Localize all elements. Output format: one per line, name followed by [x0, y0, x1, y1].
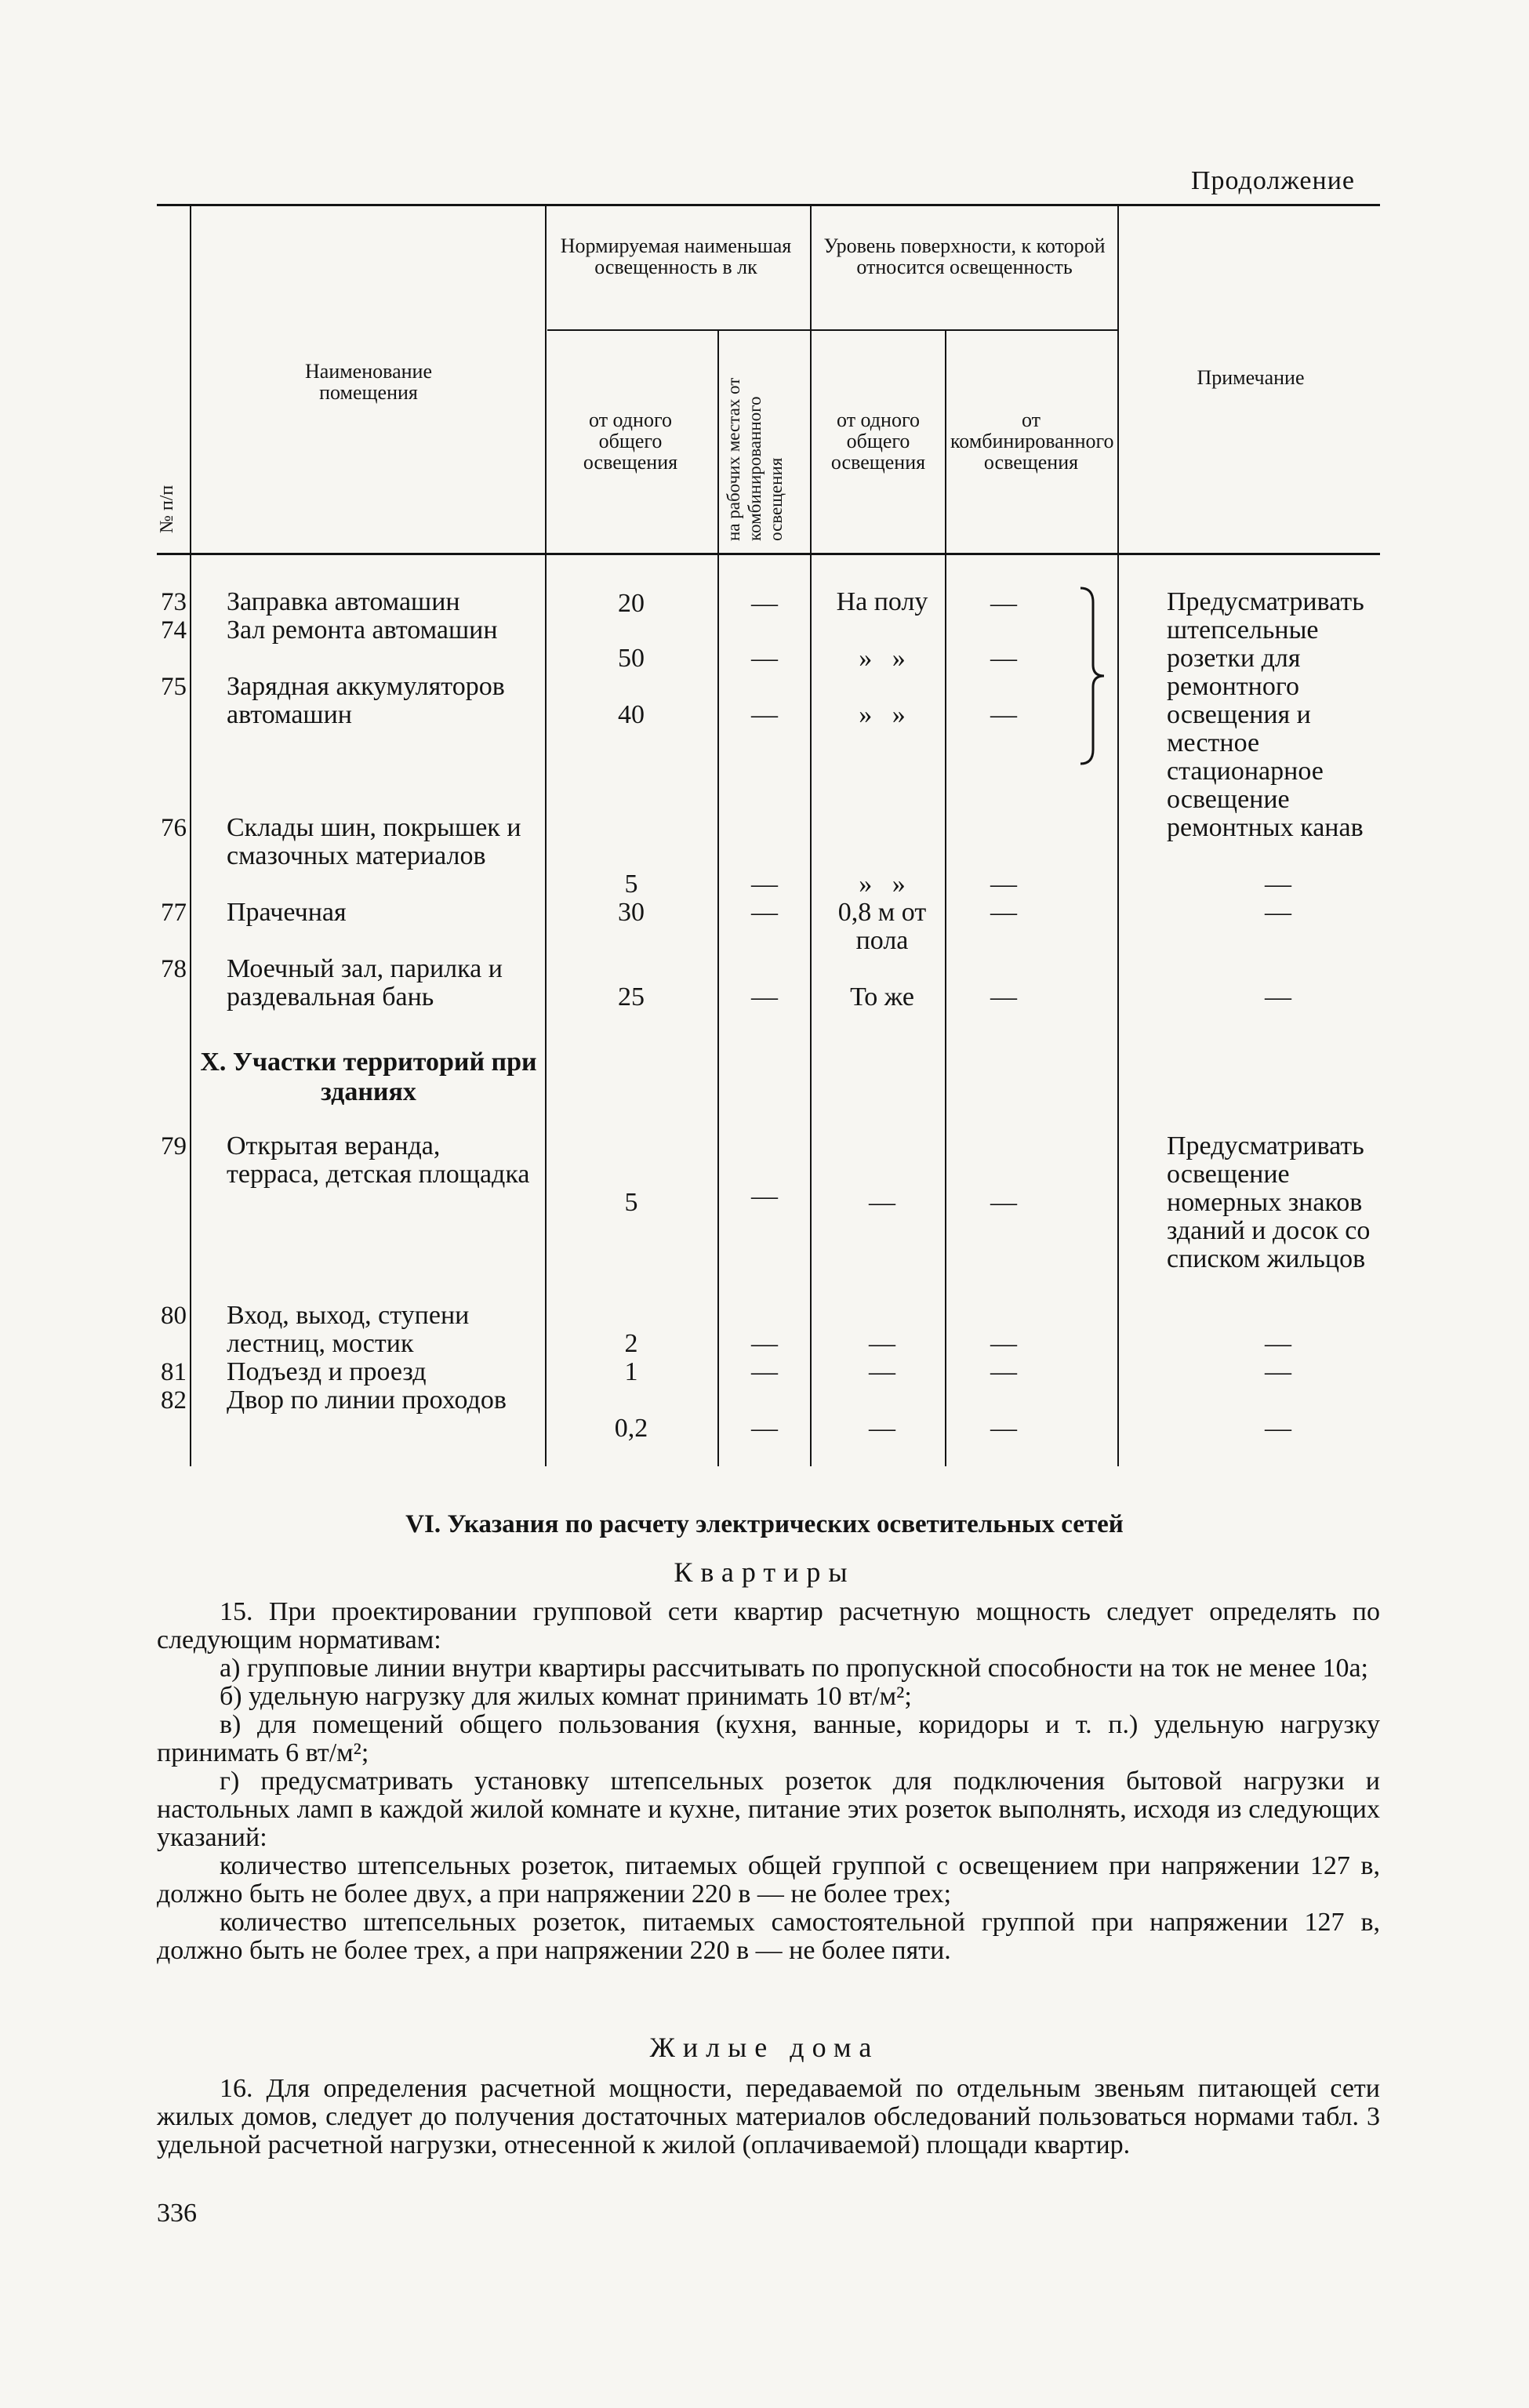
row-note: —	[1265, 1414, 1291, 1443]
row-level-combined: —	[990, 589, 1017, 618]
paragraph: 16. Для определения расчетной мощности, передаваемой по отдельным звеньям питающей сети жилых домов, следует до получения достаточных материалов обследований пользоваться нормами табл. 3 удельной расчетной нагрузки, отнесенной к жилой (оплачиваемой) площади квартир.	[157, 2074, 1380, 2159]
col-header-level-group: Уровень поверхности, к которой относится освещенность	[823, 234, 1106, 278]
row-level-general: 0,8 м от пола	[837, 898, 927, 955]
paragraph: количество штепсельных розеток, питаемых самостоятельной группой при напряжении 127 в, должно быть не более трех, а при напряжении 220 в — не более пяти.	[157, 1908, 1380, 1965]
paragraph: а) групповые линии внутри квартиры рассчитывать по пропускной способности на ток не менее 10а;	[220, 1654, 1369, 1683]
row-lux: 20	[618, 589, 645, 618]
row-lux: 5	[624, 1188, 638, 1217]
row-number: 81	[161, 1358, 187, 1386]
row-note: —	[1265, 1329, 1291, 1358]
row-lux: 2	[624, 1329, 638, 1358]
row-number: 73	[161, 588, 187, 616]
col-header-name: Наименование помещения	[305, 360, 432, 404]
row-number: 76	[161, 814, 187, 842]
apartment-rules	[157, 1598, 1380, 1965]
houses-rules	[157, 2075, 1380, 2159]
row-lux: 5	[624, 870, 638, 899]
row-level-general: » »	[859, 644, 906, 673]
row-name: Заправка автомашин	[227, 587, 460, 616]
row-level-combined: —	[990, 644, 1017, 673]
row-level-general: —	[869, 1188, 895, 1217]
row-name: Моечный зал, парилка и раздевальная бань	[227, 954, 503, 1012]
row-name: Зарядная аккумуляторов автомашин	[227, 672, 505, 729]
subheading-apartments: Квартиры	[674, 1556, 855, 1588]
row-number: 79	[161, 1132, 187, 1160]
row-level-general: —	[869, 1329, 895, 1358]
row-level-general: На полу	[836, 587, 928, 616]
row-workplace: —	[751, 982, 778, 1012]
row-lux: 0,2	[614, 1414, 648, 1443]
row-name: Подъезд и проезд	[227, 1357, 427, 1386]
page-number: 336	[157, 2199, 197, 2228]
brace-icon	[1079, 587, 1110, 765]
row-note: —	[1265, 870, 1291, 899]
col-rule-2	[545, 204, 547, 1466]
row-name: Склады шин, покрышек и смазочных материалов	[227, 813, 521, 870]
paragraph: в) для помещений общего пользования (кухня, ванные, коридоры и т. п.) удельную нагрузку принимать 6 вт/м²;	[157, 1710, 1380, 1767]
row-level-general: —	[869, 1357, 895, 1386]
row-number: 80	[161, 1302, 187, 1330]
col-header-norm-group: Нормируемая наименьшая освещенность в лк	[560, 234, 792, 278]
row-number: 82	[161, 1386, 187, 1415]
row-workplace: —	[751, 1414, 778, 1443]
row-note: —	[1265, 1357, 1291, 1386]
row-workplace: —	[751, 1182, 778, 1211]
row-level-general: То же	[850, 982, 914, 1012]
row-lux: 25	[618, 982, 645, 1012]
col-rule-6	[1117, 204, 1119, 1466]
row-level-combined: —	[990, 1329, 1017, 1358]
row-workplace: —	[751, 870, 778, 899]
note-garage: Предусматривать штепсельные розетки для ремонтного освещения и местное стационарное освещение ремонтных канав	[1167, 587, 1364, 842]
row-name: Зал ремонта автомашин	[227, 616, 498, 645]
row-number: 74	[161, 616, 187, 645]
row-workplace: —	[751, 1329, 778, 1358]
row-workplace: —	[751, 700, 778, 729]
row-note: —	[1265, 982, 1291, 1012]
paragraph: количество штепсельных розеток, питаемых общей группой с освещением при напряжении 127 в, должно быть не более двух, а при напряжении 220 в — не более трех;	[157, 1851, 1380, 1909]
continued-label: Продолжение	[1190, 166, 1355, 195]
col-rule-1	[190, 204, 191, 1466]
section-title: X. Участки территорий при зданиях	[200, 1048, 537, 1106]
row-level-combined: —	[990, 1357, 1017, 1386]
col-header-level-combined: от комбинированного освещения	[950, 409, 1114, 474]
row-number: 77	[161, 899, 187, 927]
table-header-rule	[157, 553, 1380, 555]
section-heading: VI. Указания по расчету электрических осветительных сетей	[405, 1510, 1124, 1538]
group-rule-norm	[547, 329, 810, 331]
group-rule-level	[812, 329, 1117, 331]
row-level-combined: —	[990, 870, 1017, 899]
row-workplace: —	[751, 898, 778, 927]
col-header-norm-general: от одного общего освещения	[583, 409, 678, 474]
row-number: 78	[161, 955, 187, 983]
row-level-combined: —	[990, 700, 1017, 729]
col-header-level-general: от одного общего освещения	[830, 409, 926, 474]
row-lux: 1	[624, 1357, 638, 1386]
subheading-houses: Жилые дома	[649, 2032, 880, 2063]
row-level-general: —	[869, 1414, 895, 1443]
row-level-combined: —	[990, 1188, 1017, 1217]
col-rule-3	[717, 329, 719, 1466]
row-name: Двор по линии проходов	[227, 1386, 507, 1415]
row-level-general: » »	[859, 700, 906, 729]
col-header-num: № п/п	[157, 485, 177, 533]
col-header-norm-workplace: на рабочих местах от комбинированного освещения	[724, 377, 786, 541]
row-level-combined: —	[990, 898, 1017, 927]
row-lux: 40	[618, 700, 645, 729]
row-lux: 50	[618, 644, 645, 673]
row-name: Прачечная	[227, 898, 347, 927]
col-header-note: Примечание	[1197, 366, 1305, 389]
col-rule-4	[810, 204, 812, 1466]
row-workplace: —	[751, 644, 778, 673]
row-workplace: —	[751, 589, 778, 618]
paragraph: г) предусматривать установку штепсельных розеток для подключения бытовой нагрузки и настольных ламп в каждой жилой комнате и кухне, питание этих розеток выполнять, исходя из следующих указаний:	[157, 1767, 1380, 1852]
row-level-combined: —	[990, 1414, 1017, 1443]
row-level-combined: —	[990, 982, 1017, 1012]
row-number: 75	[161, 673, 187, 701]
paragraph: б) удельную нагрузку для жилых комнат принимать 10 вт/м²;	[220, 1682, 912, 1711]
table-top-rule	[157, 204, 1380, 206]
row-name: Открытая веранда, терраса, детская площадка	[227, 1131, 530, 1189]
row-lux: 30	[618, 898, 645, 927]
row-note: —	[1265, 898, 1291, 927]
row-level-general: » »	[859, 870, 906, 899]
note-territory: Предусматривать освещение номерных знаков зданий и досок со списком жильцов	[1167, 1131, 1371, 1273]
row-name: Вход, выход, ступени лестниц, мостик	[227, 1301, 470, 1358]
row-workplace: —	[751, 1357, 778, 1386]
paragraph: 15. При проектировании групповой сети квартир расчетную мощность следует определять по следующим нормативам:	[157, 1597, 1380, 1654]
